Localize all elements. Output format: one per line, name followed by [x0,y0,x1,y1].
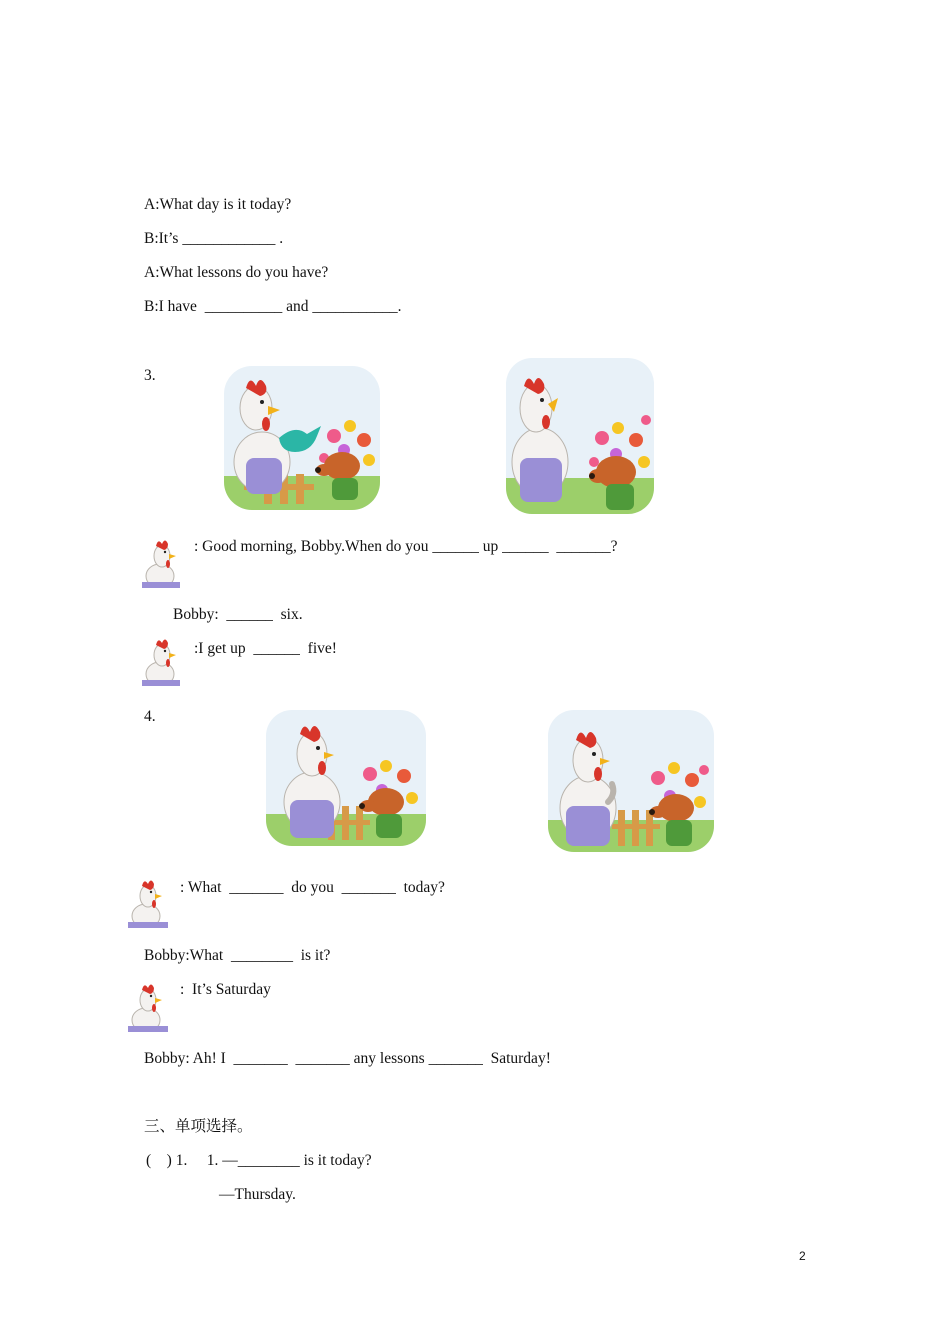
section-3-heading: 三、单项选择。 [144,1118,253,1135]
hen-icon [142,636,180,686]
q4-hen-line-2: : It’s Saturday [180,981,271,998]
q3-bobby-line: Bobby: ______ six. [173,606,303,623]
dialogue-line-3: A:What lessons do you have? [144,264,329,281]
section-3-question-1: ( ) 1. 1. —________ is it today? [146,1152,372,1169]
question-4-number: 4. [144,708,156,725]
scene-hen-asks-dog [266,710,426,846]
scene-hen-talking-dog [506,358,654,514]
q4-bobby-line-1: Bobby:What ________ is it? [144,947,331,964]
page-number: 2 [799,1249,806,1263]
dialogue-line-1: A:What day is it today? [144,196,292,213]
scene-hen-watering-dog [224,366,380,510]
dialogue-line-4: B:I have __________ and ___________. [144,298,402,315]
hen-icon [128,876,168,928]
section-3-answer-1: —Thursday. [219,1186,296,1203]
hen-icon [128,980,168,1032]
q4-hen-line-1: : What _______ do you _______ today? [180,879,445,896]
q3-hen-line-1: : Good morning, Bobby.When do you ______ up ______ _______? [194,538,618,555]
q4-bobby-line-2: Bobby: Ah! I _______ _______ any lessons _______ Saturday! [144,1050,551,1067]
question-3-number: 3. [144,367,156,384]
scene-hen-thinking-dog [548,710,714,852]
hen-icon [142,536,180,588]
dialogue-line-2: B:It’s ____________ . [144,230,284,247]
q3-hen-line-2: :I get up ______ five! [194,640,337,657]
